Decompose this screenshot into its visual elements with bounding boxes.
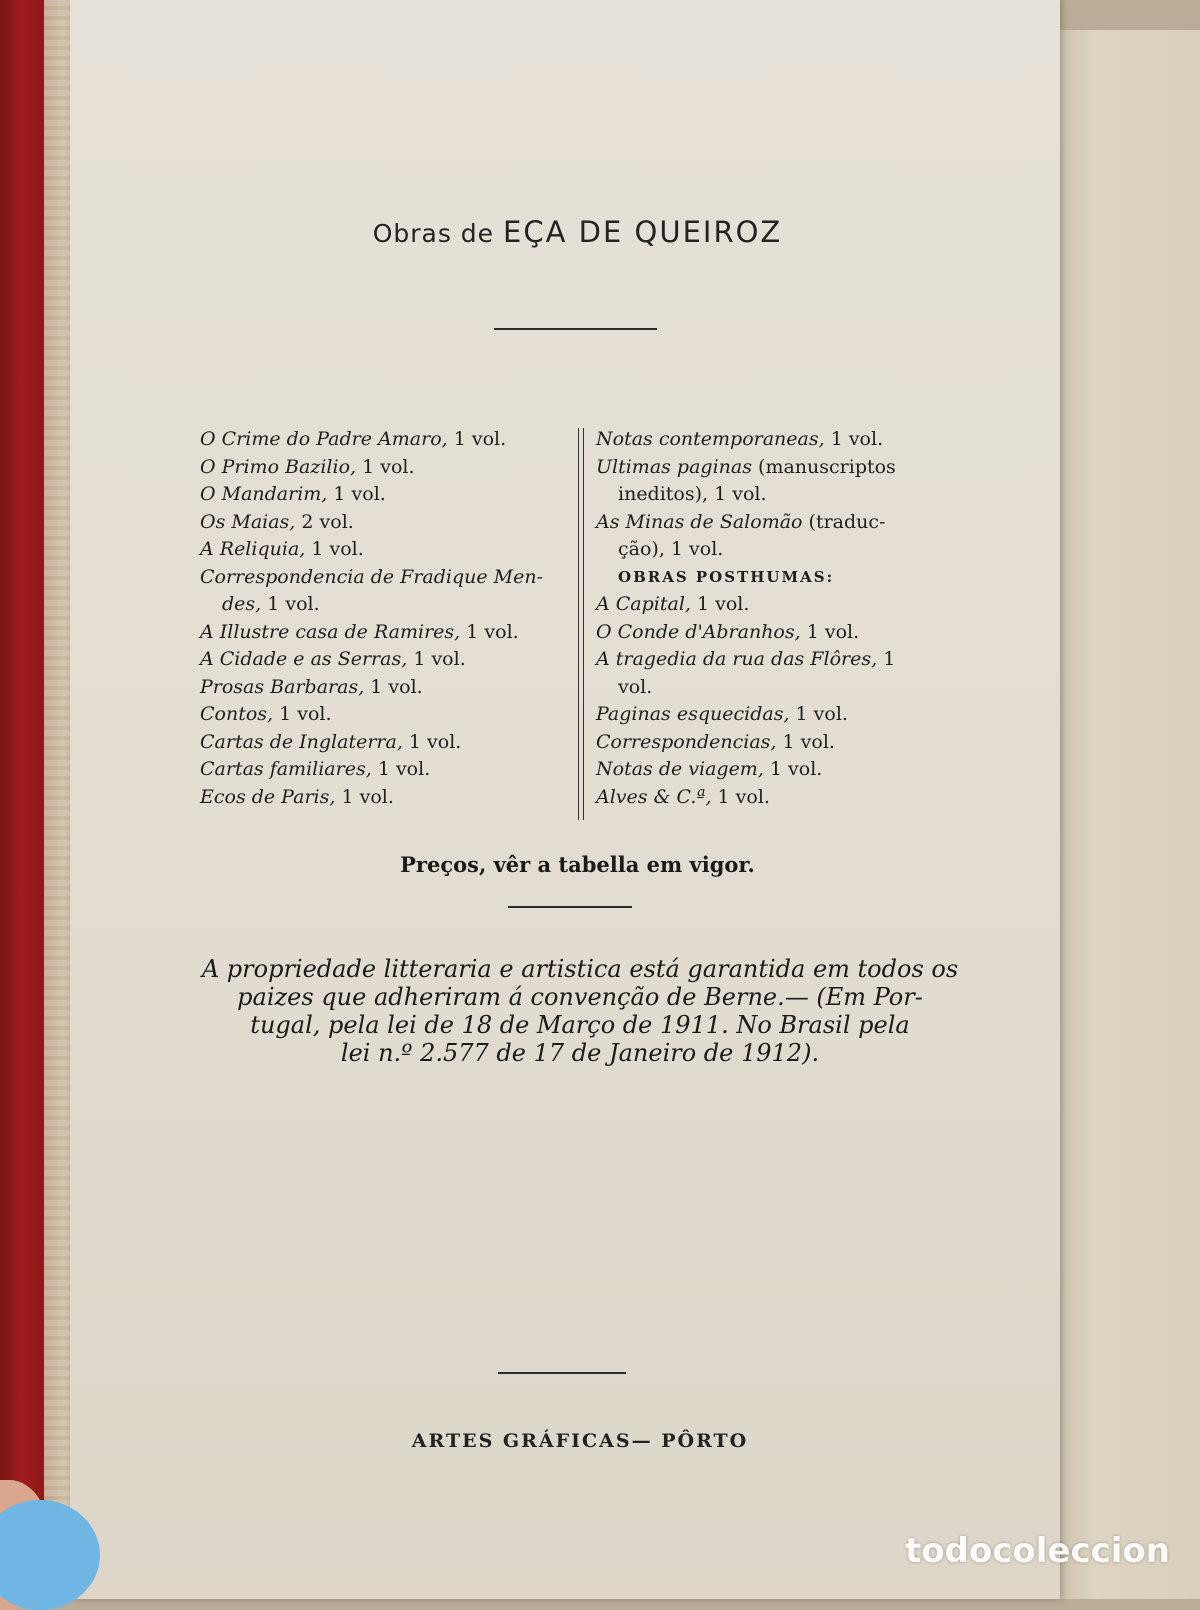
work-title: Paginas esquecidas, xyxy=(596,703,790,725)
list-item xyxy=(200,784,570,812)
title-prefix: Obras de xyxy=(372,219,495,248)
list-item xyxy=(200,536,570,564)
list-item xyxy=(200,509,570,537)
list-item xyxy=(200,591,570,619)
list-item xyxy=(200,701,570,729)
column-divider xyxy=(578,428,584,820)
work-title: A Illustre casa de Ramires, xyxy=(200,620,461,643)
imprint-rule xyxy=(498,1372,626,1374)
volume-count: (manuscriptos xyxy=(758,455,896,478)
list-item xyxy=(596,756,976,784)
notice-line: A propriedade litteraria e artistica está garantida em todos os xyxy=(201,955,959,983)
notice-line: paizes que adheriram á convenção de Berne.— (Em Por- xyxy=(237,983,923,1011)
prices-note: Preços, vêr a tabella em vigor. xyxy=(400,852,755,877)
list-item xyxy=(200,454,570,482)
work-title: O Crime do Padre Amaro, xyxy=(200,428,448,450)
volume-count: 1 vol. xyxy=(782,730,835,753)
volume-count: 1 vol. xyxy=(311,538,364,560)
notice-line: lei n.º 2.577 de 17 de Janeiro de 1912). xyxy=(340,1039,820,1067)
volume-count: 1 vol. xyxy=(341,785,394,808)
volume-count: ineditos), 1 vol. xyxy=(618,483,767,505)
list-item xyxy=(200,426,570,454)
list-item xyxy=(596,509,976,537)
work-title: O Primo Bazilio, xyxy=(200,455,357,478)
volume-count: 1 vol. xyxy=(408,730,462,753)
list-item xyxy=(596,701,976,729)
work-title: A tragedia da rua das Flôres, xyxy=(596,648,878,670)
list-item xyxy=(596,784,976,812)
work-title: Correspondencia de Fradique Men- xyxy=(200,565,544,588)
watermark-logo: todocoleccion xyxy=(904,1531,1170,1571)
volume-count: 1 vol. xyxy=(333,483,386,505)
work-title: Contos, xyxy=(200,703,274,725)
volume-count: 1 vol. xyxy=(717,785,770,808)
list-item xyxy=(596,426,976,454)
list-item xyxy=(200,646,570,674)
volume-count: 1 vol. xyxy=(267,593,320,615)
work-title: As Minas de Salomão xyxy=(596,510,803,533)
volume-count: 1 xyxy=(883,648,896,670)
list-item xyxy=(596,536,976,564)
volume-count: ção), 1 vol. xyxy=(618,538,724,560)
work-title: Notas de viagem, xyxy=(596,758,764,780)
work-title: A Cidade e as Serras, xyxy=(200,648,408,670)
list-item xyxy=(596,481,976,509)
volume-count: 1 vol. xyxy=(697,593,750,615)
list-item xyxy=(596,454,976,482)
volume-count: 1 vol. xyxy=(413,648,466,670)
work-title: des, xyxy=(222,593,262,615)
volume-count: vol. xyxy=(618,675,653,698)
volume-count: 1 vol. xyxy=(795,703,848,725)
work-title: Cartas familiares, xyxy=(200,758,372,780)
printer-imprint: ARTES GRÁFICAS— PÔRTO xyxy=(411,1430,749,1452)
volume-count: 2 vol. xyxy=(301,510,354,533)
work-title: Prosas Barbaras, xyxy=(200,675,365,698)
list-item xyxy=(596,674,976,702)
work-title: Correspondencias, xyxy=(596,730,777,753)
work-title: O Mandarim, xyxy=(200,483,328,505)
list-item xyxy=(200,674,570,702)
work-title: Ecos de Paris, xyxy=(200,785,336,808)
work-title: Alves & C.ª, xyxy=(596,785,712,808)
work-title: O Conde d'Abranhos, xyxy=(596,620,801,643)
volume-count: 1 vol. xyxy=(830,428,884,450)
list-item xyxy=(596,646,976,674)
works-list-right xyxy=(596,426,976,811)
volume-count: 1 vol. xyxy=(769,758,823,780)
volume-count: 1 vol. xyxy=(279,703,332,725)
list-item xyxy=(596,619,976,647)
work-title: Os Maias, xyxy=(200,510,296,533)
volume-count: 1 vol. xyxy=(453,428,507,450)
works-list-left xyxy=(200,426,570,811)
title-rule xyxy=(494,328,657,330)
list-item xyxy=(200,564,570,592)
work-title: A Capital, xyxy=(596,593,691,615)
volume-count: 1 vol. xyxy=(806,620,860,643)
list-item xyxy=(200,729,570,757)
volume-count: (traduc- xyxy=(808,510,886,533)
work-title: Ultimas paginas xyxy=(596,455,752,478)
author-name: EÇA DE QUEIROZ xyxy=(503,215,783,249)
volume-count: 1 vol. xyxy=(377,758,431,780)
volume-count: 1 vol. xyxy=(466,620,519,643)
section-heading: OBRAS POSTHUMAS: xyxy=(618,567,835,586)
work-title: Cartas de Inglaterra, xyxy=(200,730,403,753)
work-title: Notas contemporaneas, xyxy=(596,428,825,450)
list-item xyxy=(596,591,976,619)
prices-rule xyxy=(508,906,632,908)
copyright-notice xyxy=(190,955,970,1067)
work-title: A Reliquia, xyxy=(200,538,306,560)
facing-page xyxy=(1050,30,1200,1599)
list-item xyxy=(200,481,570,509)
list-item xyxy=(200,756,570,784)
list-item xyxy=(200,619,570,647)
volume-count: 1 vol. xyxy=(370,675,423,698)
list-item xyxy=(596,729,976,757)
notice-line: tugal, pela lei de 18 de Março de 1911. No Brasil pela xyxy=(250,1011,910,1039)
page-title xyxy=(0,215,1155,249)
volume-count: 1 vol. xyxy=(362,455,415,478)
